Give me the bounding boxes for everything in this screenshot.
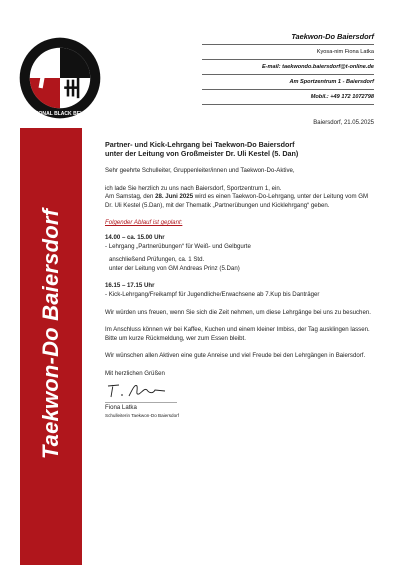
- schedule-item: anschließend Prüfungen, ca. 1 Std.: [109, 256, 205, 264]
- contact-email[interactable]: E-mail: taekwondo.baiersdorf@t-online.de: [261, 64, 374, 70]
- signature-image: [105, 382, 175, 400]
- subject-line: unter der Leitung von Großmeister Dr. Uli Kestel (5. Dan): [105, 149, 299, 158]
- invitation-text: ich lade Sie herzlich zu uns nach Baiersdorf, Sportzentrum 1, ein.: [105, 184, 282, 192]
- header-divider: [202, 104, 374, 105]
- letter-date: Baiersdorf, 21.05.2025: [313, 120, 374, 126]
- event-date: 28. Juni 2025: [155, 193, 194, 201]
- signer-name: Fiona Latka: [105, 402, 177, 413]
- sidebar-title: Taekwon-Do Baiersdorf: [38, 208, 63, 460]
- schedule-time: 16.15 – 17.15 Uhr: [105, 282, 155, 290]
- invitation-text: wird es einen Taekwon-Do-Lehrgang, unter der Leitung vom GM Dr. Uli Kestel (5.Dan), mit der Thematik „Partnerübungen und Kicklehrgang“ geben.: [105, 193, 369, 209]
- schedule-item: - Kick-Lehrgang/Freikampf für Jugendliche/Erwachsene ab 7.Kup bis Danträger: [105, 290, 320, 298]
- body-text: Bitte um kurze Rückmeldung, wer zum Essen bleibt.: [105, 334, 246, 342]
- schedule-item: unter der Leitung von GM Andreas Prinz (5.Dan): [109, 264, 240, 272]
- invitation-paragraph: [105, 185, 373, 211]
- letter-body: [105, 140, 373, 421]
- club-name: Taekwon-Do Baiersdorf: [291, 32, 374, 41]
- contact-header: [174, 32, 374, 105]
- logo-text: INTERNATIONAL BLACK BELT CENTER: [12, 110, 108, 117]
- signer-role: Schulleiterin Taekwon-Do Baiersdorf: [105, 413, 179, 419]
- contact-name: Kyosa-nim Fiona Latka: [316, 49, 374, 55]
- salutation: Sehr geehrte Schulleiter, Gruppenleiter/innen und Taekwon-Do-Aktive,: [105, 167, 295, 174]
- body-text: Im Anschluss können wir bei Kaffee, Kuchen und einem kleiner Imbiss, der Tag ausklingen lassen.: [105, 326, 370, 334]
- letter-subject: [105, 140, 373, 158]
- body-paragraph: [105, 326, 373, 343]
- body-paragraph: Wir wünschen allen Aktiven eine gute Anreise und viel Freude bei den Lehrgängen in Baiersdorf.: [105, 352, 366, 360]
- club-logo: [12, 36, 108, 120]
- schedule-item: - Lehrgang „Partnerübungen“ für Weiß- und Gelbgurte: [105, 242, 251, 250]
- schedule-title: Folgender Ablauf ist geplant:: [105, 219, 183, 227]
- body-paragraph: Wir würden uns freuen, wenn Sie sich die Zeit nehmen, um diese Lehrgänge bei uns zu besuchen.: [105, 308, 371, 316]
- contact-mobile: Mobil.: +49 172 1072798: [310, 94, 374, 100]
- subject-line: Partner- und Kick-Lehrgang bei Taekwon-Do Baiersdorf: [105, 140, 295, 149]
- schedule-time: 14.00 – ca. 15.00 Uhr: [105, 233, 165, 241]
- invitation-text: Am Samstag, den: [105, 193, 156, 201]
- closing: Mit herzlichen Grüßen: [105, 369, 165, 377]
- contact-address: Am Sportzentrum 1 - Baiersdorf: [289, 79, 374, 85]
